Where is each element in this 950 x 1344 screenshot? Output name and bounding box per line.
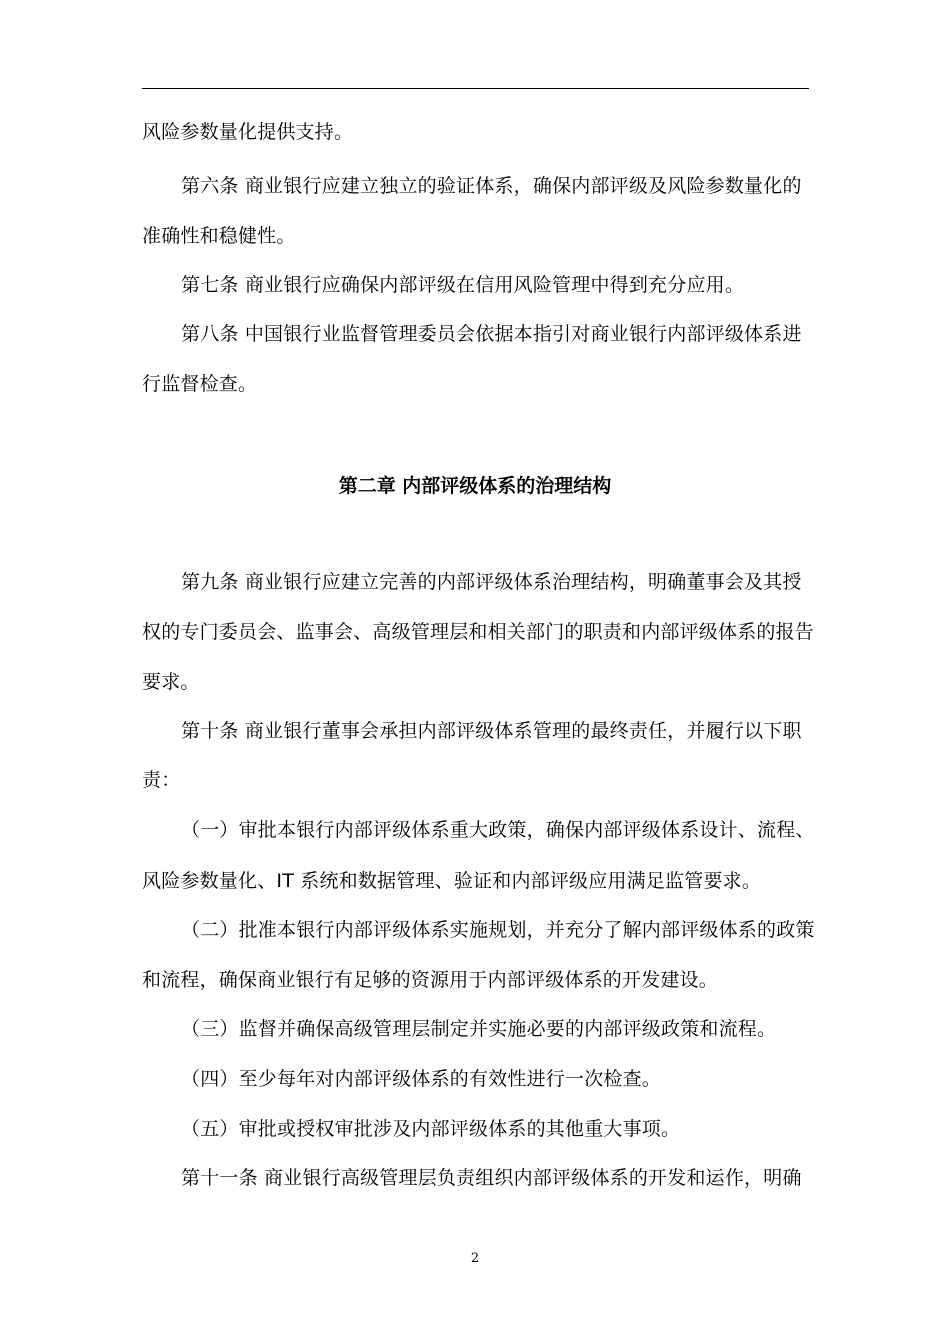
header-rule xyxy=(142,88,809,89)
item-2-line-1: （二）批准本银行内部评级体系实施规划，并充分了解内部评级体系的政策 xyxy=(181,919,815,941)
article-6-line-2: 准确性和稳健性。 xyxy=(142,225,296,247)
item-1-line-1: （一）审批本银行内部评级体系重大政策，确保内部评级体系设计、流程、 xyxy=(181,819,815,841)
item-4-line: （四）至少每年对内部评级体系的有效性进行一次检查。 xyxy=(181,1068,662,1090)
chapter-heading: 第二章 内部评级体系的治理结构 xyxy=(338,475,612,497)
item-5-line: （五）审批或授权审批涉及内部评级体系的其他重大事项。 xyxy=(181,1118,681,1140)
item-3-line: （三）监督并确保高级管理层制定并实施必要的内部评级政策和流程。 xyxy=(181,1018,777,1040)
item-1-line-2: 风险参数量化、IT 系统和数据管理、验证和内部评级应用满足监管要求。 xyxy=(142,870,762,892)
article-8-line-1: 第八条 中国银行业监督管理委员会依据本指引对商业银行内部评级体系进 xyxy=(181,323,802,345)
article-11-line-1: 第十一条 商业银行高级管理层负责组织内部评级体系的开发和运作，明确 xyxy=(181,1167,802,1189)
article-10-line-1: 第十条 商业银行董事会承担内部评级体系管理的最终责任，并履行以下职 xyxy=(181,720,802,742)
article-7-line: 第七条 商业银行应确保内部评级在信用风险管理中得到充分应用。 xyxy=(181,274,745,296)
article-9-line-3: 要求。 xyxy=(142,671,200,693)
page-number: 2 xyxy=(470,1251,480,1266)
article-10-line-2: 责： xyxy=(142,769,181,791)
article-9-line-2: 权的专门委员会、监事会、高级管理层和相关部门的职责和内部评级体系的报告 xyxy=(142,621,815,643)
article-6-line-1: 第六条 商业银行应建立独立的验证体系，确保内部评级及风险参数量化的 xyxy=(181,175,802,197)
paragraph-line: 风险参数量化提供支持。 xyxy=(142,121,354,143)
article-9-line-1: 第九条 商业银行应建立完善的内部评级体系治理结构，明确董事会及其授 xyxy=(181,571,802,593)
article-8-line-2: 行监督检查。 xyxy=(142,373,258,395)
item-2-line-2: 和流程，确保商业银行有足够的资源用于内部评级体系的开发建设。 xyxy=(142,969,719,991)
